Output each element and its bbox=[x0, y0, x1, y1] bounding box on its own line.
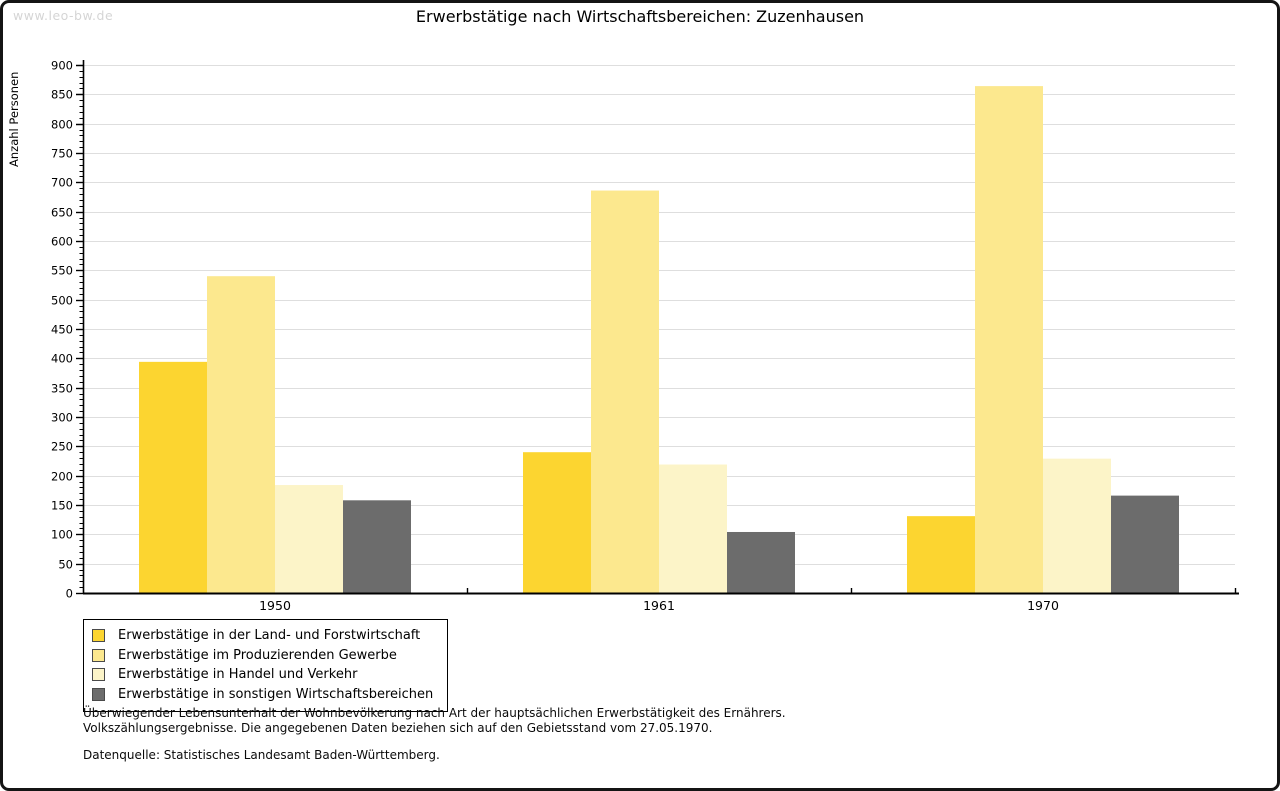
y-tick-label: 0 bbox=[65, 586, 73, 601]
y-tick-label: 150 bbox=[51, 498, 73, 513]
x-tick-label: 1950 bbox=[259, 598, 291, 613]
legend-swatch-produzierendes-gewerbe bbox=[92, 649, 105, 662]
bar-1970-series3 bbox=[1043, 459, 1111, 593]
y-tick-label: 800 bbox=[51, 117, 73, 132]
footnote-line-1: Überwiegender Lebensunterhalt der Wohnbevölkerung nach Art der hauptsächlichen Erwerbstätigkeit des Ernährers. bbox=[83, 706, 786, 720]
y-tick-label: 100 bbox=[51, 527, 73, 542]
footnote bbox=[83, 706, 786, 763]
y-axis-label: Anzahl Personen bbox=[7, 71, 21, 167]
bar-1961-series1 bbox=[523, 452, 591, 593]
y-tick-label: 700 bbox=[51, 175, 73, 190]
legend-label: Erwerbstätige in Handel und Verkehr bbox=[118, 667, 358, 683]
y-tick-label: 300 bbox=[51, 410, 73, 425]
x-tick-label: 1961 bbox=[643, 598, 675, 613]
y-tick-label: 850 bbox=[51, 87, 73, 102]
legend-item bbox=[92, 626, 439, 646]
y-tick-label: 600 bbox=[51, 234, 73, 249]
legend-item bbox=[92, 685, 439, 705]
watermark: www.leo-bw.de bbox=[13, 8, 114, 23]
legend-item bbox=[92, 665, 439, 685]
legend-swatch-handel-verkehr bbox=[92, 668, 105, 681]
bar-1950-series1 bbox=[139, 362, 207, 593]
y-tick-label: 450 bbox=[51, 322, 73, 337]
legend-swatch-land-forstwirtschaft bbox=[92, 629, 105, 642]
legend-swatch-sonstige-wirtschaftsbereiche bbox=[92, 688, 105, 701]
legend-item bbox=[92, 646, 439, 666]
y-tick-label: 750 bbox=[51, 146, 73, 161]
bar-1970-series4 bbox=[1111, 496, 1179, 593]
footnote-line-2: Volkszählungsergebnisse. Die angegebenen Daten beziehen sich auf den Gebietsstand vom 27.05.1970. bbox=[83, 720, 713, 735]
chart-title: Erwerbstätige nach Wirtschaftsbereichen: Zuzenhausen bbox=[415, 7, 865, 26]
y-tick-label: 400 bbox=[51, 351, 73, 366]
bar-1961-series2 bbox=[591, 191, 659, 593]
bar-1961-series4 bbox=[727, 532, 795, 593]
bar-1961-series3 bbox=[659, 465, 727, 593]
data-source: Datenquelle: Statistisches Landesamt Baden-Württemberg. bbox=[83, 748, 440, 762]
y-tick-label: 50 bbox=[58, 557, 73, 572]
y-tick-label: 350 bbox=[51, 381, 73, 396]
y-tick-label: 550 bbox=[51, 263, 73, 278]
legend bbox=[83, 619, 448, 712]
y-tick-label: 250 bbox=[51, 439, 73, 454]
y-tick-label: 200 bbox=[51, 469, 73, 484]
bar-1970-series2 bbox=[975, 86, 1043, 593]
bar-1950-series2 bbox=[207, 276, 275, 593]
legend-label: Erwerbstätige in sonstigen Wirtschaftsbereichen bbox=[118, 686, 434, 702]
legend-label: Erwerbstätige im Produzierenden Gewerbe bbox=[118, 647, 397, 663]
y-tick-label: 650 bbox=[51, 205, 73, 220]
bar-1950-series4 bbox=[343, 500, 411, 593]
y-tick-label: 500 bbox=[51, 293, 73, 308]
bar-1970-series1 bbox=[907, 516, 975, 593]
x-tick-label: 1970 bbox=[1027, 598, 1059, 613]
y-tick-label: 900 bbox=[51, 58, 73, 73]
bar-1950-series3 bbox=[275, 485, 343, 593]
legend-label: Erwerbstätige in der Land- und Forstwirtschaft bbox=[118, 628, 421, 644]
